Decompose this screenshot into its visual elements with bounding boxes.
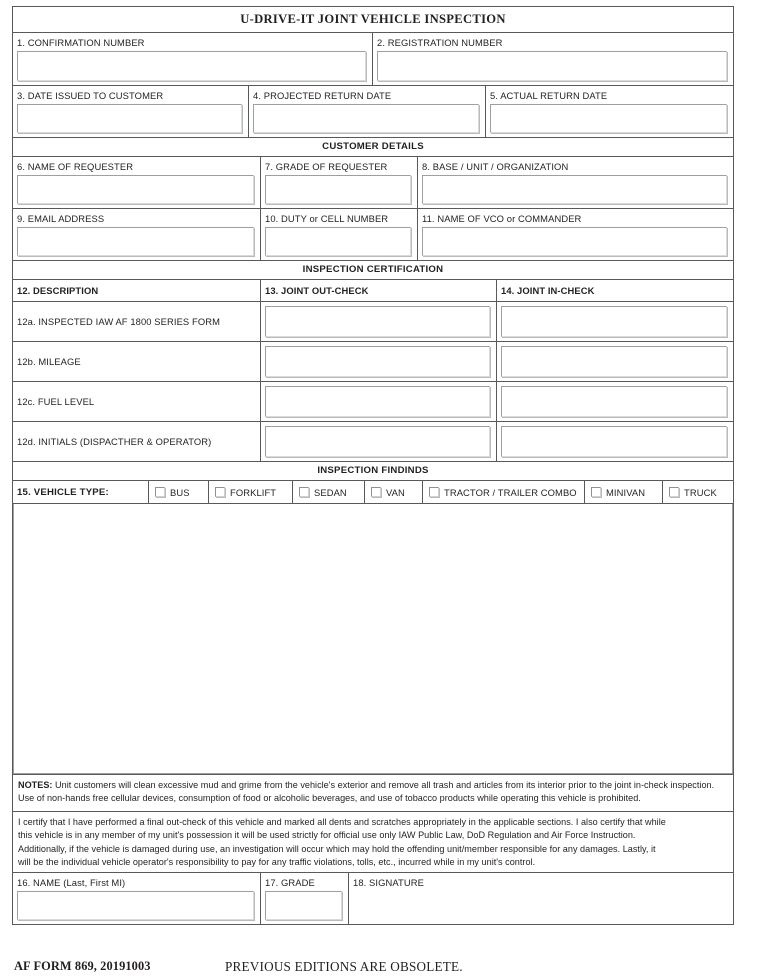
- table-row: [13, 342, 733, 382]
- out-check-input[interactable]: [265, 386, 490, 417]
- field-label: 1. CONFIRMATION NUMBER: [17, 37, 145, 48]
- section-heading: INSPECTION FINDINDS: [317, 465, 429, 476]
- grade-of-requester-input[interactable]: [265, 175, 411, 204]
- field-registration-number: [373, 33, 733, 85]
- certification-statement-block: [13, 812, 733, 873]
- row-label-cell: [13, 422, 261, 461]
- title-row: [13, 7, 733, 33]
- field-confirmation-number: [13, 33, 373, 85]
- row-dates: [13, 86, 733, 138]
- row-label: 12a. INSPECTED IAW AF 1800 SERIES FORM: [17, 316, 220, 327]
- out-check-input[interactable]: [265, 306, 490, 337]
- row-notes: [13, 775, 733, 812]
- date-issued-input[interactable]: [17, 104, 242, 133]
- field-label: 17. GRADE: [265, 877, 315, 889]
- banner-inspection-findings: [13, 462, 733, 481]
- row-label: 12c. FUEL LEVEL: [17, 396, 95, 407]
- field-label: 4. PROJECTED RETURN DATE: [253, 90, 392, 101]
- table-row: [13, 302, 733, 342]
- field-base-unit-organization: [418, 157, 733, 208]
- page-title: U-DRIVE-IT JOINT VEHICLE INSPECTION: [240, 12, 506, 26]
- checkbox-option-truck[interactable]: [663, 481, 733, 503]
- field-grade: [261, 873, 349, 924]
- checkbox-option-bus[interactable]: [149, 481, 209, 503]
- column-header-label: 14. JOINT IN-CHECK: [501, 285, 595, 296]
- certification-statement-cell: [13, 812, 733, 873]
- in-check-input[interactable]: [501, 386, 727, 417]
- checkbox-icon[interactable]: [155, 487, 165, 497]
- checkbox-label: TRACTOR / TRAILER COMBO: [444, 486, 577, 498]
- checkbox-icon[interactable]: [299, 487, 309, 497]
- row-label-cell: [13, 342, 261, 381]
- field-label: 6. NAME OF REQUESTER: [17, 161, 134, 172]
- out-check-input[interactable]: [265, 346, 490, 377]
- banner-cell: [13, 138, 733, 156]
- notes-line-2: Use of non-hands free cellular devices, consumption of food or alcoholic beverages, and use of tobacco products while operating this vehicle is prohibited.: [18, 793, 641, 804]
- banner-cell: [13, 462, 733, 480]
- out-check-input[interactable]: [265, 426, 490, 457]
- vehicle-type-cell: [13, 481, 733, 503]
- certify-line-4: will be the individual vehicle operator's responsibility to pay for any traffic violations, tolls, etc., incurred while in my unit's control.: [18, 857, 536, 868]
- form-footer: [12, 959, 734, 977]
- row-in-check-cell: [497, 382, 733, 421]
- banner-customer-details: [13, 138, 733, 157]
- row-in-check-cell: [497, 342, 733, 381]
- checkbox-icon[interactable]: [669, 487, 679, 497]
- row-findings-drawing-area: [13, 504, 733, 775]
- checkbox-label: SEDAN: [314, 486, 347, 498]
- field-label: 16. NAME (Last, First MI): [17, 877, 126, 889]
- registration-number-input[interactable]: [377, 51, 727, 81]
- row-requester: [13, 157, 733, 209]
- duty-or-cell-number-input[interactable]: [265, 227, 411, 256]
- name-of-requester-input[interactable]: [17, 175, 254, 204]
- checkbox-label: BUS: [170, 486, 190, 498]
- column-header-out-check: [261, 280, 497, 301]
- row-label-cell: [13, 302, 261, 341]
- checkbox-icon[interactable]: [215, 487, 225, 497]
- findings-drawing-area[interactable]: [13, 504, 733, 774]
- banner-cell: [13, 261, 733, 279]
- field-name-of-vco-or-commander: [418, 209, 733, 260]
- row-label-cell: [13, 382, 261, 421]
- checkbox-option-van[interactable]: [365, 481, 423, 503]
- in-check-input[interactable]: [501, 346, 727, 377]
- in-check-input[interactable]: [501, 426, 727, 457]
- base-unit-organization-input[interactable]: [422, 175, 727, 204]
- field-label: 5. ACTUAL RETURN DATE: [490, 90, 608, 101]
- field-label: 10. DUTY or CELL NUMBER: [265, 213, 389, 224]
- certification-table-header: [13, 280, 733, 302]
- checkbox-label: VAN: [386, 486, 405, 498]
- row-out-check-cell: [261, 302, 497, 341]
- field-date-issued: [13, 86, 249, 137]
- row-signature: [13, 873, 733, 924]
- row-label: 12d. INITIALS (DISPACTHER & OPERATOR): [17, 436, 212, 447]
- name-of-vco-or-commander-input[interactable]: [422, 227, 727, 256]
- checkbox-icon[interactable]: [429, 487, 439, 497]
- vehicle-type-options: [13, 481, 733, 503]
- checkbox-option-minivan[interactable]: [585, 481, 663, 503]
- confirmation-number-input[interactable]: [17, 51, 366, 81]
- certify-line-1: I certify that I have performed a final out-check of this vehicle and marked all dents and scratches appropriately in the applicable sections. I also certify that while: [18, 816, 666, 827]
- vehicle-type-label: 15. VEHICLE TYPE:: [13, 481, 149, 503]
- section-heading: INSPECTION CERTIFICATION: [302, 264, 444, 275]
- banner-inspection-certification: [13, 261, 733, 280]
- field-label: 11. NAME OF VCO or COMMANDER: [422, 213, 582, 224]
- signature-input[interactable]: [349, 889, 733, 921]
- checkbox-option-sedan[interactable]: [293, 481, 365, 503]
- field-signature: [349, 873, 733, 924]
- checkbox-label: FORKLIFT: [230, 486, 277, 498]
- notes-text-1: Unit customers will clean excessive mud and grime from the vehicle's exterior and remove all trash and articles from its interior prior to the joint in-check inspection.: [52, 780, 715, 790]
- title-cell: [13, 7, 733, 32]
- row-in-check-cell: [497, 302, 733, 341]
- row-contact: [13, 209, 733, 261]
- field-label: 3. DATE ISSUED TO CUSTOMER: [17, 90, 164, 101]
- name-last-first-mi-input[interactable]: [17, 891, 254, 920]
- row-in-check-cell: [497, 422, 733, 461]
- checkbox-icon[interactable]: [591, 487, 601, 497]
- row-out-check-cell: [261, 422, 497, 461]
- previous-editions-notice: PREVIOUS EDITIONS ARE OBSOLETE.: [225, 959, 463, 974]
- row-vehicle-type: [13, 481, 733, 504]
- email-address-input[interactable]: [17, 227, 254, 256]
- column-header-description: [13, 280, 261, 301]
- field-name-of-requester: [13, 157, 261, 208]
- row-out-check-cell: [261, 382, 497, 421]
- notes-line-1: [18, 779, 727, 792]
- checkbox-label: MINIVAN: [606, 486, 646, 498]
- row-certification-statement: [13, 812, 733, 874]
- findings-cell: [13, 504, 733, 774]
- table-row: [13, 422, 733, 462]
- in-check-input[interactable]: [501, 306, 727, 337]
- notes-cell: [13, 775, 733, 811]
- certify-line-3: Additionally, if the vehicle is damaged during use, an investigation will occur which may hold the offending unit/member responsible for any damages. Lastly, it: [18, 843, 656, 854]
- field-duty-or-cell-number: [261, 209, 418, 260]
- field-label: 7. GRADE OF REQUESTER: [265, 161, 388, 172]
- af-form-869: [12, 6, 734, 925]
- certify-line-2: this vehicle is in any member of my unit's possession it will be used strictly for official use only IAW Public Law, DoD Regulation and Air Force Instruction.: [18, 830, 636, 841]
- field-label: 8. BASE / UNIT / ORGANIZATION: [422, 161, 569, 172]
- field-projected-return-date: [249, 86, 486, 137]
- field-grade-of-requester: [261, 157, 418, 208]
- actual-return-date-input[interactable]: [490, 104, 727, 133]
- notes-keyword: NOTES:: [18, 780, 53, 790]
- checkbox-icon[interactable]: [371, 487, 381, 497]
- form-number: AF FORM 869, 20191003: [14, 959, 151, 973]
- checkbox-option-forklift[interactable]: [209, 481, 293, 503]
- checkbox-option-tractor-trailer-combo[interactable]: [423, 481, 585, 503]
- section-heading: CUSTOMER DETAILS: [322, 141, 424, 152]
- grade-input[interactable]: [265, 891, 342, 920]
- field-actual-return-date: [486, 86, 733, 137]
- row-confirmation-registration: [13, 33, 733, 86]
- column-header-in-check: [497, 280, 733, 301]
- field-label: 18. SIGNATURE: [353, 877, 424, 889]
- column-header-label: 13. JOINT OUT-CHECK: [265, 285, 369, 296]
- field-email-address: [13, 209, 261, 260]
- field-name-last-first-mi: [13, 873, 261, 924]
- projected-return-date-input[interactable]: [253, 104, 479, 133]
- notes-block: [13, 775, 733, 811]
- field-label: 9. EMAIL ADDRESS: [17, 213, 105, 224]
- row-label: 12b. MILEAGE: [17, 356, 81, 367]
- row-out-check-cell: [261, 342, 497, 381]
- table-row: [13, 382, 733, 422]
- field-label: 2. REGISTRATION NUMBER: [377, 37, 503, 48]
- checkbox-label: TRUCK: [684, 486, 717, 498]
- column-header-label: 12. DESCRIPTION: [17, 285, 99, 296]
